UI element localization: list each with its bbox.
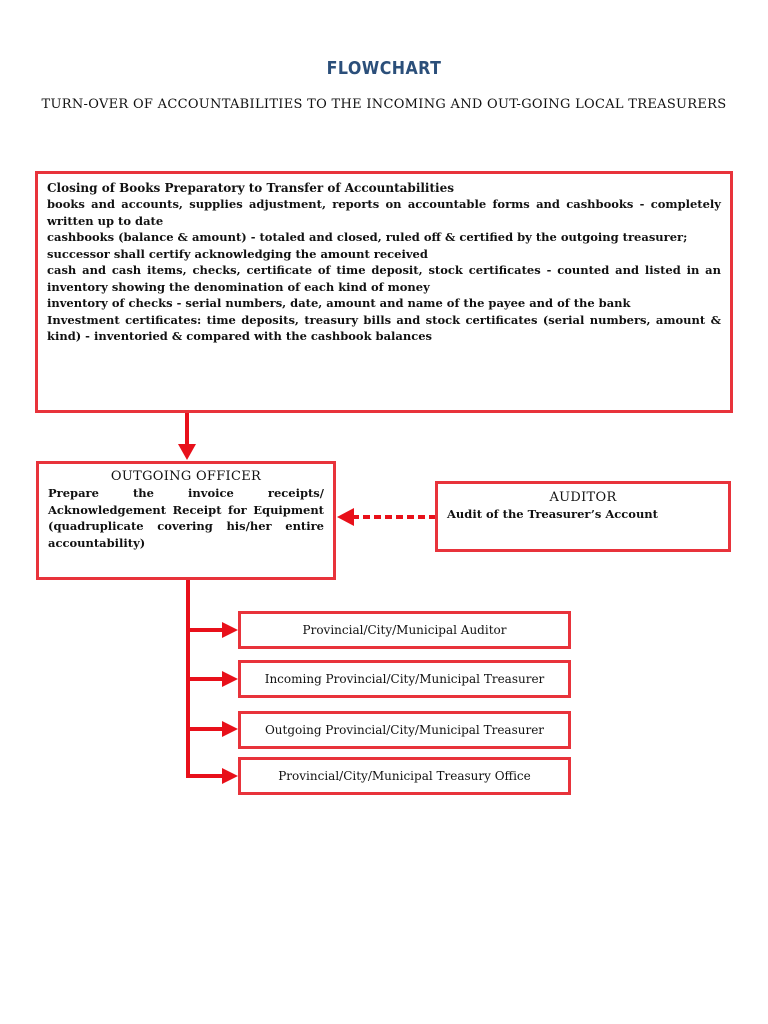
closing-to-outgoing-arrowhead (178, 444, 196, 460)
branch-arrow-3-head (222, 768, 238, 784)
closing-line-investments: Investment certificates: time deposits, treasury bills and stock certificates (serial numbers, amount & kind) - inventoried & compared with the cashbook balances (47, 312, 721, 343)
recipient-box-outgoing-treasurer: Outgoing Provincial/City/Municipal Treasurer (238, 711, 571, 749)
auditor-heading: AUDITOR (549, 490, 617, 505)
flowchart-title: FLOWCHART (326, 58, 442, 79)
branch-arrow-1-head (222, 671, 238, 687)
closing-line-cash-items: cash and cash items, checks, certificate of time deposit, stock certificates - counted and listed in an inventory showing the denomination of each kind of money (47, 263, 721, 294)
closing-of-books-box (35, 171, 733, 413)
recipient-box-treasury-office: Provincial/City/Municipal Treasury Office (238, 757, 571, 795)
auditor-dotted-arrowhead (337, 508, 354, 526)
recipient-box-incoming-treasurer: Incoming Provincial/City/Municipal Treasurer (238, 660, 571, 698)
recipient-box-auditor: Provincial/City/Municipal Auditor (238, 611, 571, 649)
auditor-box (435, 481, 731, 552)
outgoing-officer-heading: OUTGOING OFFICER (110, 469, 262, 484)
closing-line-cashbooks: cashbooks (balance & amount) - totaled and closed, ruled off & certified by the outgoing treasurer; successor shall certify acknowledging the amount received (47, 230, 688, 261)
auditor-text: Audit of the Treasurer’s Account (447, 507, 658, 521)
flowchart-subtitle: TURN-OVER OF ACCOUNTABILITIES TO THE INCOMING AND OUT-GOING LOCAL TREASURERS (41, 97, 727, 112)
outgoing-officer-text: Prepare the invoice receipts/ Acknowledgement Receipt for Equipment (quadruplicate covering his/her entire accountability) (48, 486, 324, 550)
closing-line-checks: inventory of checks - serial numbers, date, amount and name of the payee and of the bank (47, 296, 631, 310)
outgoing-officer-box (36, 461, 336, 580)
branch-arrow-2-head (222, 721, 238, 737)
branch-arrow-0-head (222, 622, 238, 638)
closing-line-books: books and accounts, supplies adjustment, reports on accountable forms and cashbooks - completely written up to date (47, 197, 721, 228)
closing-box-title: Closing of Books Preparatory to Transfer of Accountabilities (47, 181, 454, 195)
